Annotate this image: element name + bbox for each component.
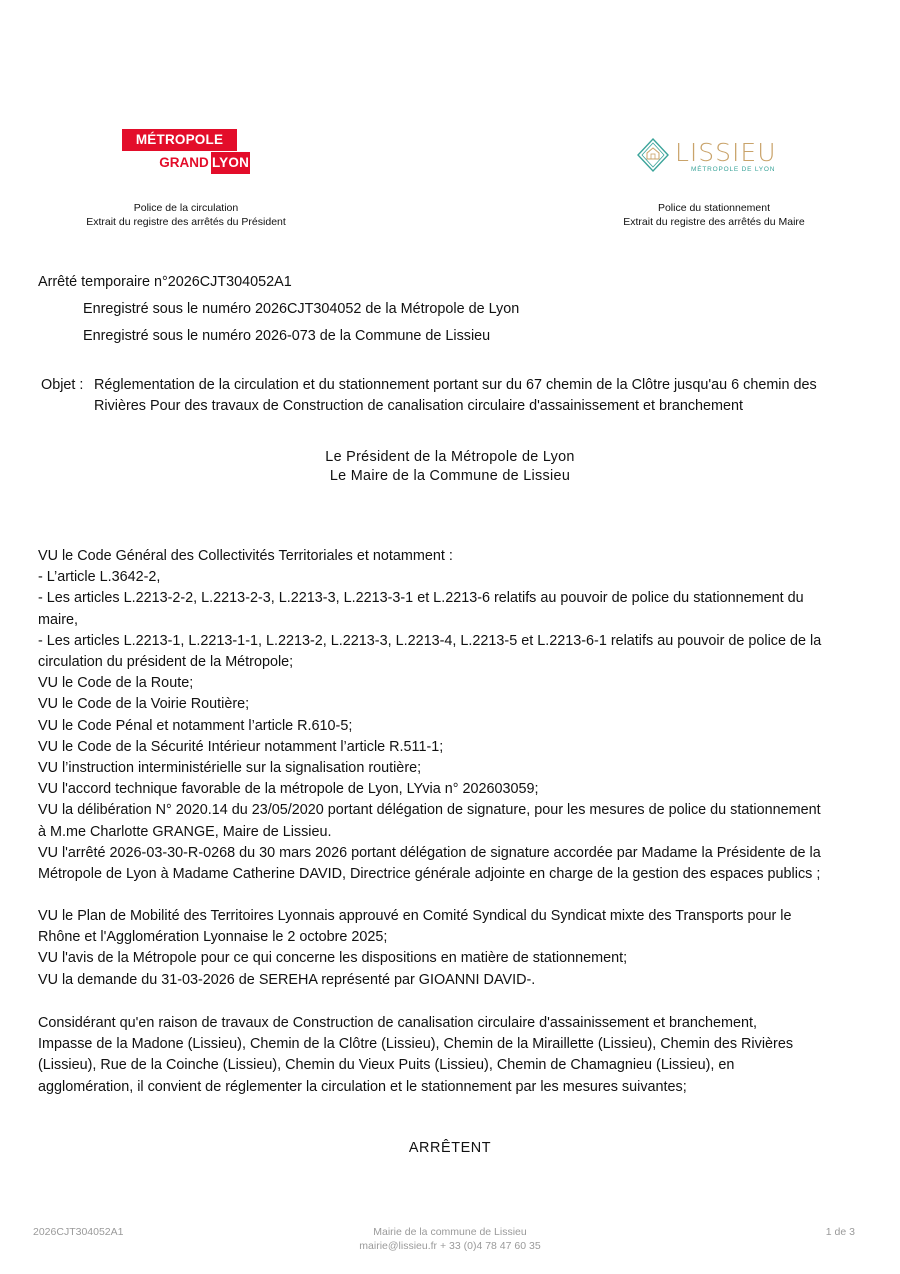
left-caption-line-2: Extrait du registre des arrêtés du Président (86, 216, 286, 228)
considerant-block (38, 1013, 878, 1098)
objet-text (94, 375, 874, 417)
vu-line: VU l'arrêté 2026-03-30-R-0268 du 30 mars 2026 portant délégation de signature accordée par Madame la Présidente de la (38, 844, 821, 861)
vu-line: - L’article L.3642-2, (38, 569, 161, 586)
arrete-title: Arrêté temporaire n°2026CJT304052A1 (38, 274, 292, 290)
objet-line: Réglementation de la circulation et du stationnement portant sur du 67 chemin de la Clôtre jusqu'au 6 chemin des (94, 377, 817, 393)
vu-line: VU le Code Pénal et notamment l’article R.610-5; (38, 717, 353, 734)
metropole-logo-grand-text: GRAND (159, 155, 209, 170)
vu-line: VU l'avis de la Métropole pour ce qui concerne les dispositions en matière de stationnement; (38, 950, 628, 967)
vu-line: à M.me Charlotte GRANGE, Maire de Lissieu. (38, 823, 332, 840)
vu-block-2 (38, 906, 878, 991)
footer-mairie: Mairie de la commune de Lissieu (373, 1226, 527, 1238)
objet-label: Objet : (41, 377, 84, 393)
vu-line: maire, (38, 611, 78, 628)
lissieu-house-icon (636, 137, 670, 173)
vu-line: VU l'accord technique favorable de la métropole de Lyon, LYvia n° 202603059; (38, 781, 539, 798)
vu-line: - Les articles L.2213-2-2, L.2213-2-3, L.2213-3, L.2213-3-1 et L.2213-6 relatifs au pouvoir de police du stationnement du (38, 590, 804, 607)
vu-line: Métropole de Lyon à Madame Catherine DAVID, Directrice générale adjointe en charge de la gestion des espaces publics ; (38, 866, 821, 883)
vu-line: VU le Code de la Sécurité Intérieur notamment l’article R.511-1; (38, 738, 444, 755)
considerant-line: (Lissieu), Rue de la Coinche (Lissieu), Chemin du Vieux Puits (Lissieu), Chemin de Chamagnieu (Lissieu), en (38, 1057, 735, 1074)
registered-commune: Enregistré sous le numéro 2026-073 de la Commune de Lissieu (83, 328, 491, 344)
vu-line: VU l’instruction interministérielle sur la signalisation routière; (38, 760, 422, 777)
registered-metropole: Enregistré sous le numéro 2026CJT304052 de la Métropole de Lyon (83, 301, 520, 317)
authority-maire: Le Maire de la Commune de Lissieu (329, 468, 571, 484)
metropole-logo-lyon-text: LYON (211, 155, 250, 170)
metropole-logo-lyon (211, 152, 250, 174)
vu-block-1 (38, 546, 878, 885)
authorities (0, 448, 900, 486)
considerant-line: Impasse de la Madone (Lissieu), Chemin de la Clôtre (Lissieu), Chemin de la Miraillette (Lissieu), Chemin des Rivières (38, 1036, 794, 1053)
left-caption-line-1: Police de la circulation (133, 202, 239, 214)
vu-line: VU le Plan de Mobilité des Territoires Lyonnais approuvé en Comité Syndical du Syndicat mixte des Transports pour le (38, 908, 792, 924)
footer-page-number: 1 de 3 (825, 1226, 855, 1238)
vu-line: VU le Code de la Route; (38, 675, 194, 692)
lissieu-logo-subtitle: MÉTROPOLE DE LYON (691, 166, 776, 173)
footer-center (0, 1225, 900, 1253)
left-header-caption (46, 201, 326, 229)
right-caption-line-1: Police du stationnement (657, 202, 771, 214)
footer-contact: mairie@lissieu.fr + 33 (0)4 78 47 60 35 (359, 1240, 541, 1252)
footer-ref: 2026CJT304052A1 (33, 1226, 124, 1238)
considerant-line: Considérant qu'en raison de travaux de Construction de canalisation circulaire d'assainissement et branchement, (38, 1015, 758, 1031)
vu-line: Rhône et l'Agglomération Lyonnaise le 2 octobre 2025; (38, 929, 388, 946)
vu-line: - Les articles L.2213-1, L.2213-1-1, L.2213-2, L.2213-3, L.2213-4, L.2213-5 et L.2213-6-1 relatifs au pouvoir de police de la (38, 632, 822, 649)
objet-line: Rivières Pour des travaux de Construction de canalisation circulaire d'assainissement et branchement (94, 398, 744, 415)
vu-line: VU la demande du 31-03-2026 de SEREHA représenté par GIOANNI DAVID-. (38, 971, 536, 988)
vu-line: VU la délibération N° 2020.14 du 23/05/2020 portant délégation de signature, pour les mesures de police du stationnement (38, 802, 821, 819)
metropole-logo-text: MÉTROPOLE (135, 132, 224, 147)
arretent-heading: ARRÊTENT (408, 1140, 492, 1156)
right-header-caption (574, 201, 854, 229)
metropole-logo-top (122, 129, 237, 151)
vu-line: VU le Code de la Voirie Routière; (38, 696, 250, 713)
considerant-line: agglomération, il convient de réglementer la circulation et le stationnement par les mesures suivantes; (38, 1078, 687, 1095)
vu-line: circulation du président de la Métropole; (38, 654, 294, 671)
right-caption-line-2: Extrait du registre des arrêtés du Maire (623, 216, 805, 228)
authority-president: Le Président de la Métropole de Lyon (325, 449, 575, 465)
metropole-logo-grand (158, 152, 210, 174)
vu-line: VU le Code Général des Collectivités Territoriales et notamment : (38, 548, 453, 564)
lissieu-logo-name: LISSIEU (675, 138, 777, 167)
